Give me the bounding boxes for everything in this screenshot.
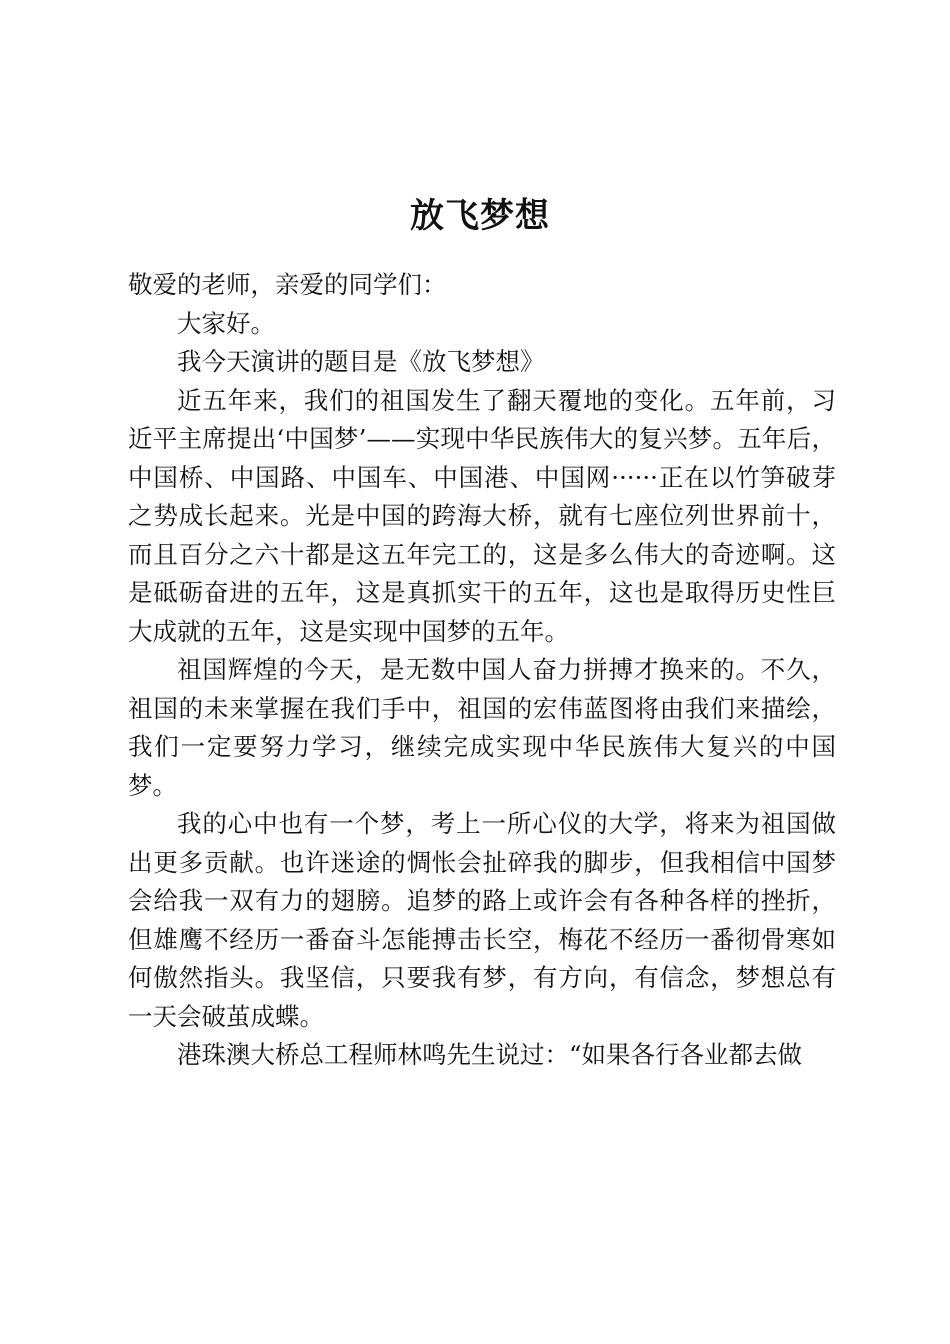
paragraph-my-dream: 我的心中也有一个梦，考上一所心仪的大学，将来为祖国做出更多贡献。也许迷途的惆怅会扯碎我的脚步，但我相信中国梦会给我一双有力的翅膀。追梦的路上或许会有各种各样的挫折，但雄鹰不经历一番奋斗怎能搏击长空，梅花不经历一番彻骨寒如何傲然指头。我坚信，只要我有梦，有方向，有信念，梦想总有一天会破茧成蝶。: [128, 809, 836, 1031]
document-title: 放飞梦想: [410, 196, 550, 236]
paragraph-quote: 港珠澳大桥总工程师林鸣先生说过：“如果各行各业都去做: [177, 1040, 803, 1069]
paragraph-five-years: 近五年来，我们的祖国发生了翻天覆地的变化。五年前，习近平主席提出‘中国梦’——实现中华民族伟大的复兴梦。五年后，中国桥、中国路、中国车、中国港、中国网······正在以竹笋破芽之势成长起来。光是中国的跨海大桥，就有七座位列世界前十，而且百分之六十都是这五年完工的，这是多么伟大的奇迹啊。这是砥砺奋进的五年，这是真抓实干的五年，这也是取得历史性巨大成就的五年，这是实现中国梦的五年。: [128, 385, 836, 646]
greeting: 大家好。: [177, 308, 275, 338]
paragraph-future: 祖国辉煌的今天，是无数中国人奋力拼搏才换来的。不久，祖国的未来掌握在我们手中，祖国的宏伟蓝图将由我们来描绘，我们一定要努力学习，继续完成实现中华民族伟大复兴的中国梦。: [128, 655, 836, 800]
speech-topic: 我今天演讲的题目是《放飞梦想》: [177, 347, 545, 376]
document-body: [128, 266, 836, 1075]
salutation: 敬爱的老师，亲爱的同学们：: [128, 270, 447, 299]
